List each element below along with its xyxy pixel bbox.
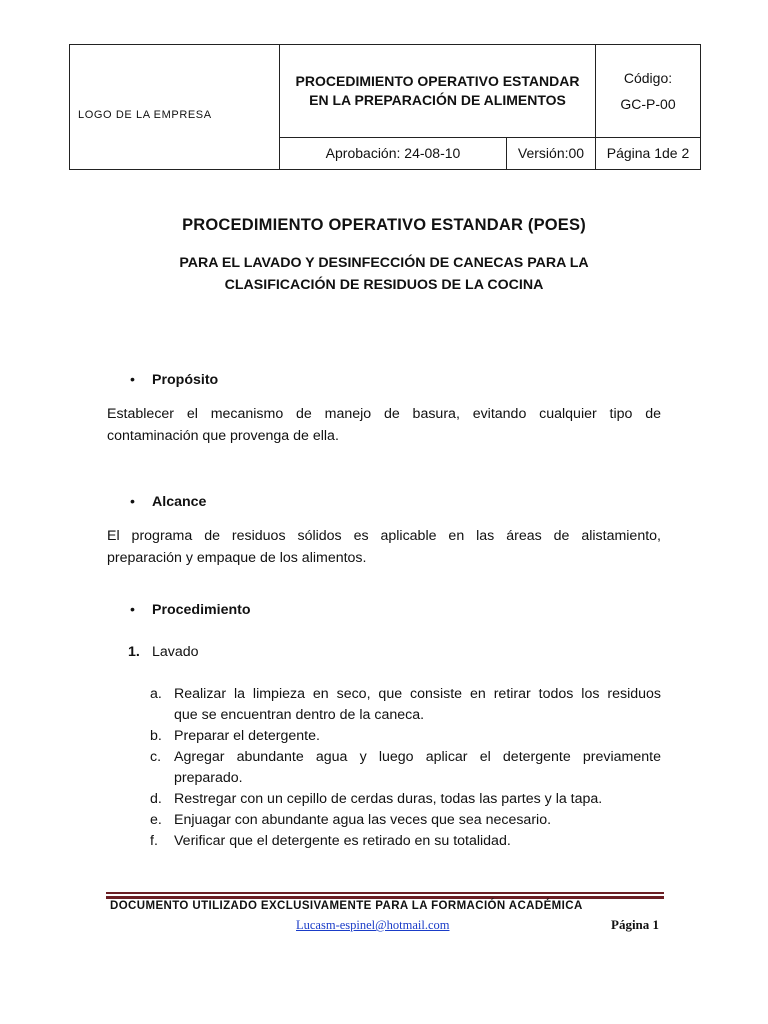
- section-heading-procedimiento: [130, 602, 251, 618]
- list-item-text: [174, 684, 661, 726]
- list-item-line: preparado.: [174, 770, 243, 786]
- subtitle-line1: PARA EL LAVADO Y DESINFECCIÓN DE CANECAS PARA LA: [179, 255, 589, 271]
- step-title: Lavado: [152, 644, 199, 660]
- bullet-icon: •: [130, 602, 135, 618]
- page-number-cell: Página 1de 2: [596, 138, 701, 170]
- list-item: [150, 747, 661, 789]
- list-item-letter: e.: [150, 812, 162, 828]
- codigo-label: Código:: [623, 70, 673, 86]
- footer-notice: DOCUMENTO UTILIZADO EXCLUSIVAMENTE PARA LA FORMACIÓN ACADÉMICA: [110, 900, 583, 912]
- list-item-line: Agregar abundante agua y luego aplicar el detergente previamente: [174, 749, 661, 765]
- list-item: [150, 810, 661, 831]
- paragraph-line: El programa de residuos sólidos es aplicable en las áreas de alistamiento,: [107, 528, 661, 544]
- paragraph-alcance: [107, 525, 661, 569]
- lavado-steps-list: [150, 684, 661, 852]
- list-item-letter: a.: [150, 686, 162, 702]
- paragraph-line: Establecer el mecanismo de manejo de basura, evitando cualquier tipo de: [107, 406, 661, 422]
- footer-divider: [106, 896, 664, 899]
- step-heading-lavado: [128, 644, 199, 660]
- codigo-value: GC-P-00: [620, 96, 676, 112]
- approval-date-cell: Aprobación: 24-08-10: [280, 138, 507, 170]
- list-item-text: Restregar con un cepillo de cerdas duras, todas las partes y la tapa.: [174, 791, 603, 807]
- footer-divider: [106, 892, 664, 894]
- logo-text: LOGO DE LA EMPRESA: [78, 109, 212, 121]
- step-number: 1.: [128, 644, 140, 660]
- bullet-icon: •: [130, 372, 135, 388]
- list-item: [150, 831, 661, 852]
- subtitle-line2: CLASIFICACIÓN DE RESIDUOS DE LA COCINA: [224, 277, 544, 293]
- list-item: [150, 684, 661, 726]
- procedure-title-cell: [280, 45, 596, 138]
- list-item-text: Verificar que el detergente es retirado en su totalidad.: [174, 833, 511, 849]
- document-subtitle: [150, 252, 618, 296]
- list-item-letter: c.: [150, 749, 162, 765]
- paragraph-line: preparación y empaque de los alimentos.: [107, 550, 367, 566]
- list-item-text: Preparar el detergente.: [174, 728, 320, 744]
- procedure-title-line1: PROCEDIMIENTO OPERATIVO ESTANDAR: [295, 73, 580, 89]
- list-item-letter: b.: [150, 728, 162, 744]
- codigo-cell: [596, 45, 701, 138]
- heading-text: Propósito: [152, 372, 219, 388]
- footer-page-number: Página 1: [611, 917, 660, 932]
- section-heading-alcance: [130, 494, 206, 510]
- list-item-text: Enjuagar con abundante agua las veces que sea necesario.: [174, 812, 552, 828]
- bullet-icon: •: [130, 494, 135, 510]
- version-cell: Versión:00: [507, 138, 596, 170]
- list-item-line: que se encuentran dentro de la caneca.: [174, 707, 425, 723]
- list-item: [150, 726, 661, 747]
- footer-email-link[interactable]: Lucasm-espinel@hotmail.com: [296, 918, 450, 932]
- list-item-line: Realizar la limpieza en seco, que consiste en retirar todos los residuos: [174, 686, 661, 702]
- paragraph-proposito: [107, 403, 661, 447]
- procedure-title-line2: EN LA PREPARACIÓN DE ALIMENTOS: [309, 92, 566, 108]
- heading-text: Alcance: [152, 494, 207, 510]
- document-header-table: [69, 44, 701, 170]
- company-logo-placeholder: [70, 45, 280, 170]
- list-item-letter: f.: [150, 833, 158, 849]
- list-item-letter: d.: [150, 791, 162, 807]
- document-title: PROCEDIMIENTO OPERATIVO ESTANDAR (POES): [182, 216, 586, 234]
- list-item-text: [174, 747, 661, 789]
- heading-text: Procedimiento: [152, 602, 251, 618]
- paragraph-line: contaminación que provenga de ella.: [107, 428, 339, 444]
- section-heading-proposito: [130, 372, 218, 388]
- list-item: [150, 789, 661, 810]
